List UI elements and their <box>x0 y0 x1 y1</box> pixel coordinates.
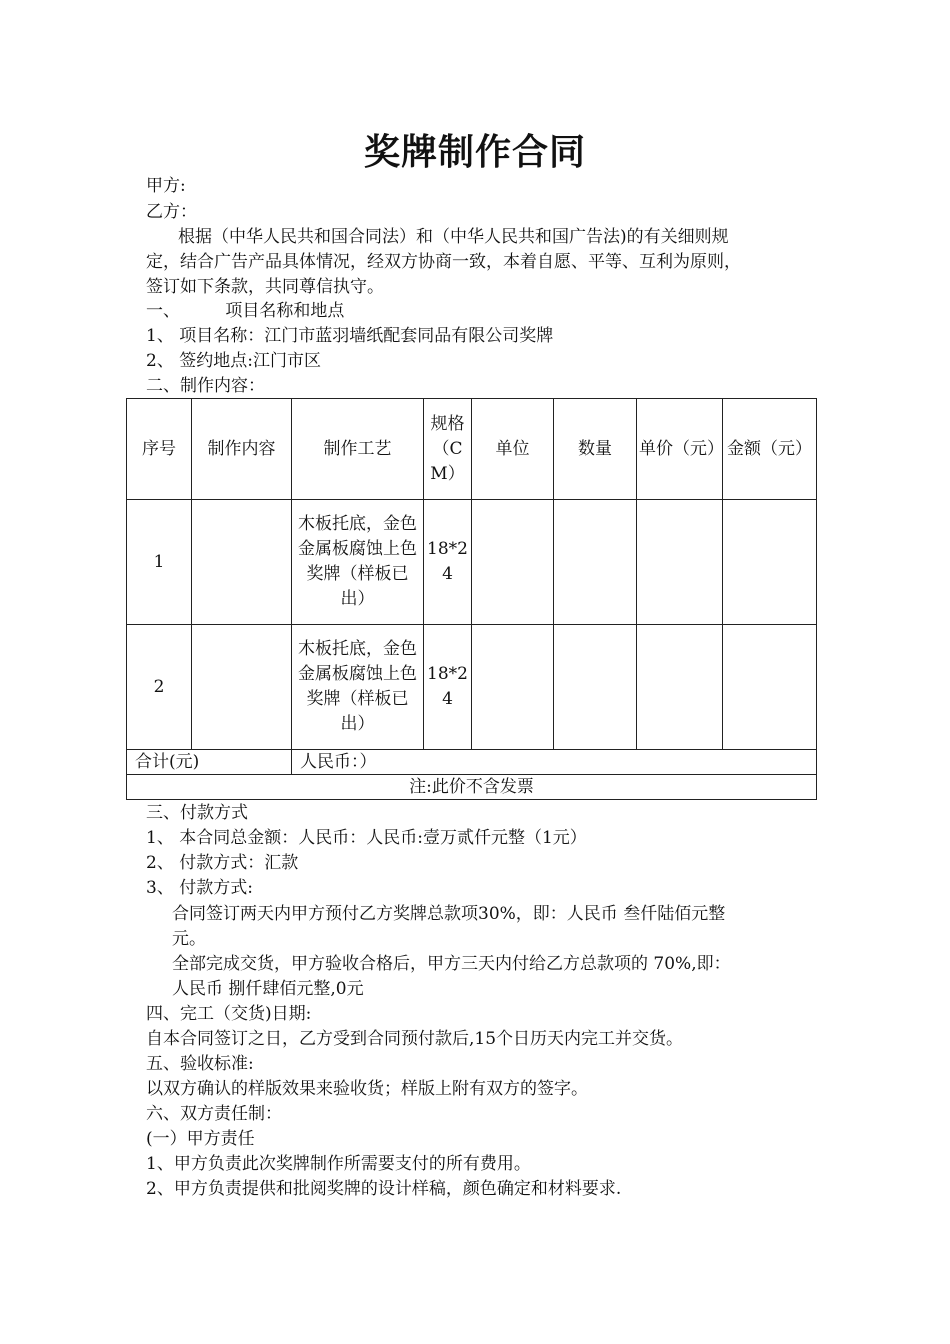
section-1-number: 一、 <box>146 301 180 321</box>
header-price: 单价（元） <box>637 399 723 500</box>
advance-payment-line-1: 合同签订两天内甲方预付乙方奖牌总款项30%，即：人民币 叁仟陆佰元整 <box>172 904 726 924</box>
advance-payment-line-2: 元。 <box>172 929 206 949</box>
party-a-responsibility-1: 1、甲方负责此次奖牌制作所需要支付的所有费用。 <box>146 1154 531 1174</box>
acceptance-terms: 以双方确认的样版效果来验收货；样版上附有双方的签字。 <box>146 1079 588 1099</box>
section-1-title: 项目名称和地点 <box>225 301 345 321</box>
header-spec: 规格（CM） <box>424 399 472 500</box>
row-process: 木板托底，金色金属板腐蚀上色奖牌（样板已出） <box>292 500 424 625</box>
row-spec: 18*24 <box>424 625 472 750</box>
table-total-row <box>127 750 817 775</box>
row-unit <box>472 500 554 625</box>
section-4-heading: 四、完工（交货)日期: <box>146 1004 312 1024</box>
row-no: 2 <box>127 625 192 750</box>
party-a: 甲方: <box>146 176 186 196</box>
row-qty <box>554 500 637 625</box>
row-qty <box>554 625 637 750</box>
row-unit <box>472 625 554 750</box>
row-price <box>637 625 723 750</box>
items-table <box>126 398 817 800</box>
table-note-row <box>127 775 817 800</box>
row-amount <box>723 625 817 750</box>
section-1-heading <box>146 299 344 323</box>
table-row <box>127 500 817 625</box>
total-label: 合计(元) <box>127 750 292 775</box>
payment-terms: 3、 付款方式: <box>146 878 253 898</box>
delivery-terms: 自本合同签订之日，乙方受到合同预付款后,15个日历天内完工并交货。 <box>146 1029 684 1049</box>
total-value: 人民币：） <box>292 750 817 775</box>
party-a-responsibility-heading: (一）甲方责任 <box>146 1129 255 1149</box>
header-content: 制作内容 <box>192 399 292 500</box>
section-5-heading: 五、验收标准: <box>146 1054 254 1074</box>
header-qty: 数量 <box>554 399 637 500</box>
row-amount <box>723 500 817 625</box>
table-row <box>127 625 817 750</box>
document-title: 奖牌制作合同 <box>363 132 586 173</box>
intro-line-1: 根据（中华人民共和国合同法）和（中华人民共和国广告法)的有关细则规 <box>178 227 729 247</box>
row-price <box>637 500 723 625</box>
table-note: 注:此价不含发票 <box>127 775 817 800</box>
section-3-heading: 三、付款方式 <box>146 803 248 823</box>
row-no: 1 <box>127 500 192 625</box>
final-payment-line-1: 全部完成交货，甲方验收合格后，甲方三天内付给乙方总款项的 70%,即： <box>172 954 731 974</box>
row-spec: 18*24 <box>424 500 472 625</box>
signing-location: 2、 签约地点:江门市区 <box>146 351 321 371</box>
row-content <box>192 500 292 625</box>
party-b: 乙方： <box>146 202 197 222</box>
header-process: 制作工艺 <box>292 399 424 500</box>
row-content <box>192 625 292 750</box>
intro-line-3: 签订如下条款，共同尊信执守。 <box>146 277 384 297</box>
section-6-heading: 六、双方责任制： <box>146 1104 282 1124</box>
total-amount: 1、 本合同总金额：人民币：人民币:壹万贰仟元整（1元） <box>146 828 587 848</box>
header-amount: 金额（元） <box>723 399 817 500</box>
payment-method: 2、 付款方式：汇款 <box>146 853 299 873</box>
row-process: 木板托底，金色金属板腐蚀上色奖牌（样板已出） <box>292 625 424 750</box>
section-2-heading: 二、制作内容： <box>146 376 265 396</box>
header-no: 序号 <box>127 399 192 500</box>
intro-line-2: 定，结合广告产品具体情况，经双方协商一致，本着自愿、平等、互利为原则， <box>146 252 741 272</box>
party-a-responsibility-2: 2、甲方负责提供和批阅奖牌的设计样稿，颜色确定和材料要求. <box>146 1179 622 1199</box>
header-unit: 单位 <box>472 399 554 500</box>
intro-paragraph <box>146 225 814 300</box>
project-name: 1、 项目名称：江门市蓝羽墙纸配套同品有限公司奖牌 <box>146 326 554 346</box>
table-header-row <box>127 399 817 500</box>
final-payment-line-2: 人民币 捌仟肆佰元整,0元 <box>172 979 364 999</box>
